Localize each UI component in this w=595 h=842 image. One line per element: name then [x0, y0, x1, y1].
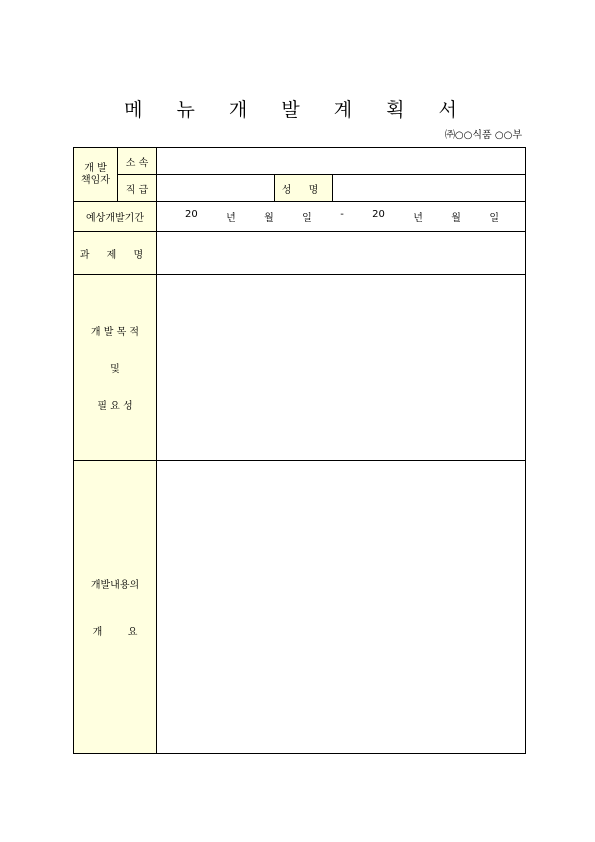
- period-part: 월: [264, 213, 274, 224]
- period-part: 20: [372, 209, 385, 220]
- period-label: 예상개발기간: [74, 202, 157, 232]
- responsible-label: [74, 148, 118, 202]
- purpose-label: [74, 275, 157, 461]
- overview-label-line1: 개발내용의: [90, 580, 140, 591]
- overview-label-line2: 개 요: [92, 627, 138, 638]
- name-label: 성 명: [275, 175, 333, 202]
- responsible-label-line1: 개 발: [84, 162, 107, 174]
- period-part: 년: [226, 213, 236, 224]
- dept-field[interactable]: [157, 148, 526, 175]
- organization-label: ㈜○○식품 ○○부: [444, 130, 522, 141]
- period-part: 일: [489, 213, 499, 224]
- plan-form-table: [73, 147, 526, 754]
- period-part: 년: [413, 213, 423, 224]
- overview-label: [74, 461, 157, 754]
- purpose-label-line1: 개 발 목 적: [90, 327, 140, 338]
- period-part: 일: [302, 213, 312, 224]
- period-part: 월: [451, 213, 461, 224]
- dept-label: 소 속: [118, 148, 157, 175]
- period-field[interactable]: [157, 202, 526, 232]
- purpose-label-line2: 및: [110, 364, 120, 375]
- responsible-label-line2: 책임자: [81, 174, 110, 186]
- rank-field[interactable]: [157, 175, 275, 202]
- project-name-field[interactable]: [157, 232, 526, 275]
- document-title: 메 뉴 개 발 계 획 서: [124, 99, 471, 121]
- name-field[interactable]: [333, 175, 526, 202]
- period-template: [157, 209, 525, 224]
- period-part: -: [340, 209, 344, 220]
- project-name-label: 과 제 명: [74, 232, 157, 275]
- purpose-field[interactable]: [157, 275, 526, 461]
- period-part: 20: [185, 209, 198, 220]
- purpose-label-line3: 필 요 성: [97, 401, 133, 412]
- rank-label: 직 급: [118, 175, 157, 202]
- overview-field[interactable]: [157, 461, 526, 754]
